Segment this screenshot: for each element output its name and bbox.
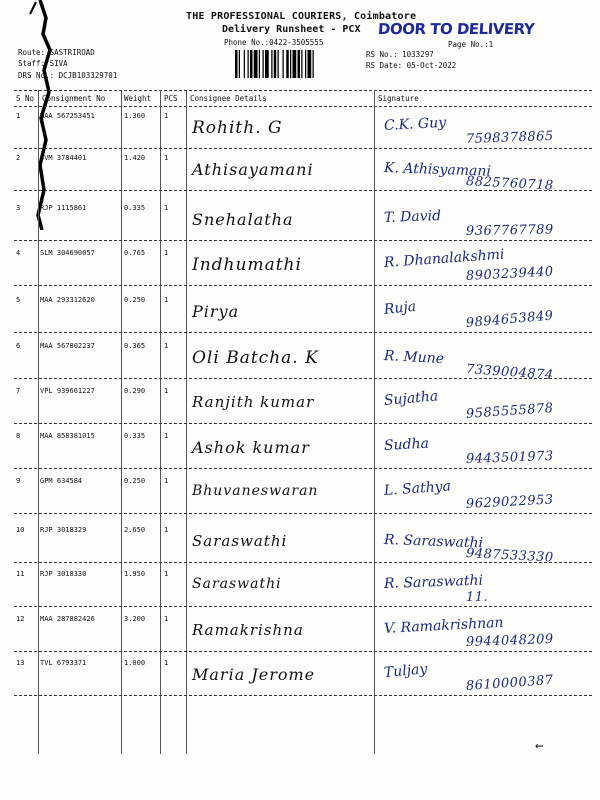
row-separator (14, 240, 592, 241)
row-consignment-no: RJP 3018329 (40, 526, 87, 534)
company-name: THE PROFESSIONAL COURIERS, Coimbatore (186, 11, 417, 22)
row-consignee-name: Bhuvaneswaran (192, 483, 319, 499)
row-signature: R. Saraswathi (383, 532, 484, 552)
row-pcs: 1 (164, 432, 169, 440)
row-receiver-phone: 9894653849 (465, 308, 555, 331)
rs-number: RS No.: 1033297 (366, 50, 434, 59)
row-consignment-no: MAA 567802237 (40, 342, 95, 350)
row-receiver-phone: 8610000387 (465, 672, 555, 694)
row-consignment-no: MAA 287882426 (40, 615, 95, 623)
runsheet-title: Delivery Runsheet - PCX (222, 24, 361, 35)
row-pcs: 1 (164, 526, 169, 534)
col-consignee-header: Consignee Details (190, 94, 267, 103)
row-receiver-phone: 8825760718 (465, 174, 554, 194)
col-weight-header: Weight (124, 94, 152, 103)
row-sno: 6 (16, 342, 21, 350)
row-sno: 11 (16, 570, 25, 578)
row-sno: 1 (16, 112, 21, 120)
header-bottom-rule (14, 106, 592, 107)
row-consignee-name: Indhumathi (192, 255, 302, 275)
rs-date: RS Date: 05-Oct-2022 (366, 61, 457, 70)
row-weight: 1.420 (124, 154, 146, 162)
row-consignee-name: Saraswathi (192, 576, 282, 592)
row-pcs: 1 (164, 659, 169, 667)
delivery-stamp: DOOR TO DELIVERY (377, 20, 535, 38)
row-separator (14, 651, 592, 652)
row-signature: T. David (383, 208, 442, 226)
row-separator (14, 190, 592, 191)
staff-label: Staff: SIVA (18, 59, 68, 68)
row-weight: 2.650 (124, 526, 146, 534)
row-separator (14, 423, 592, 424)
row-separator (14, 513, 592, 514)
row-signature: Tuljay (383, 661, 428, 681)
barcode (235, 50, 355, 78)
row-sno: 8 (16, 432, 21, 440)
row-sno: 2 (16, 154, 21, 162)
row-separator (14, 695, 592, 696)
row-weight: 0.250 (124, 296, 146, 304)
row-consignee-name: Rohith. G (192, 118, 283, 138)
row-receiver-phone: 8903239440 (465, 264, 554, 284)
row-receiver-phone: 9629022953 (465, 492, 554, 512)
col-sno-header: S No (16, 94, 35, 103)
row-receiver-phone: 9487533330 (465, 546, 554, 566)
row-consignee-name: Oli Batcha. K (192, 348, 319, 368)
row-separator (14, 468, 592, 469)
row-sno: 3 (16, 204, 21, 212)
row-pcs: 1 (164, 570, 169, 578)
route-label: Route: SASTRIROAD (18, 48, 95, 57)
tick-mark: ← (535, 738, 544, 754)
row-weight: 0.765 (124, 249, 146, 257)
row-consignee-name: Ramakrishna (192, 621, 304, 639)
row-consignment-no: MAA 567253451 (40, 112, 95, 120)
row-consignment-no: TVL 6793371 (40, 659, 87, 667)
phone-number: Phone No.:0422-3505555 (224, 38, 324, 47)
row-receiver-phone: 7598378865 (465, 128, 554, 147)
row-signature: K. Athisyamani (383, 160, 492, 180)
row-weight: 1.950 (124, 570, 146, 578)
row-separator (14, 148, 592, 149)
row-signature: Ruja (383, 298, 417, 318)
row-receiver-phone: 9585555878 (465, 400, 555, 422)
row-signature: L. Sathya (383, 478, 452, 499)
row-weight: 0.365 (124, 342, 146, 350)
row-pcs: 1 (164, 249, 169, 257)
row-sno: 10 (16, 526, 25, 534)
col-pcs-header: PCS (164, 94, 178, 103)
header-top-rule (14, 90, 592, 91)
row-weight: 1.360 (124, 112, 146, 120)
row-weight: 3.200 (124, 615, 146, 623)
row-receiver-phone: 11. (465, 589, 489, 605)
col-consignment-header: Consignment No (42, 94, 106, 103)
row-consignee-name: Pirya (192, 302, 240, 321)
row-signature: C.K. Guy (383, 114, 447, 134)
row-sno: 7 (16, 387, 21, 395)
row-consignment-no: GPM 634584 (40, 477, 83, 485)
row-separator (14, 285, 592, 286)
row-pcs: 1 (164, 204, 169, 212)
row-consignment-no: RJP 3018330 (40, 570, 87, 578)
row-consignment-no: VPL 939661227 (40, 387, 95, 395)
drs-number: DRS No.: DCJB103329701 (18, 71, 118, 80)
row-signature: Sudha (383, 435, 430, 454)
row-consignment-no: SLM 304690057 (40, 249, 95, 257)
row-signature: R. Saraswathi (383, 572, 484, 592)
row-consignee-name: Athisayamani (192, 160, 314, 179)
row-pcs: 1 (164, 296, 169, 304)
row-separator (14, 606, 592, 607)
row-pcs: 1 (164, 342, 169, 350)
row-signature: R. Dhanalakshmi (383, 246, 505, 271)
row-sno: 4 (16, 249, 21, 257)
row-consignee-name: Snehalatha (192, 210, 294, 229)
col-signature-header: Signature (378, 94, 419, 103)
row-signature: V. Ramakrishnan (383, 614, 504, 637)
row-separator (14, 562, 592, 563)
row-consignment-no: MAA 293312620 (40, 296, 95, 304)
row-weight: 0.290 (124, 387, 146, 395)
row-consignment-no: SVM 3784401 (40, 154, 87, 162)
row-consignee-name: Ashok kumar (192, 438, 310, 457)
row-consignee-name: Maria Jerome (192, 665, 316, 684)
row-sno: 13 (16, 659, 25, 667)
row-pcs: 1 (164, 154, 169, 162)
row-consignment-no: RJP 1115861 (40, 204, 87, 212)
row-signature: R. Mune (383, 348, 445, 368)
row-consignment-no: MAA 858381015 (40, 432, 95, 440)
row-weight: 0.250 (124, 477, 146, 485)
row-weight: 1.000 (124, 659, 146, 667)
row-receiver-phone: 9367767789 (465, 222, 554, 239)
row-separator (14, 378, 592, 379)
row-sno: 9 (16, 477, 21, 485)
page-number: Page No.:1 (448, 40, 494, 49)
row-pcs: 1 (164, 387, 169, 395)
row-receiver-phone: 9944048209 (465, 631, 554, 650)
row-signature: Sujatha (383, 388, 439, 409)
row-weight: 0.335 (124, 204, 146, 212)
row-weight: 0.335 (124, 432, 146, 440)
row-sno: 12 (16, 615, 25, 623)
row-pcs: 1 (164, 477, 169, 485)
row-sno: 5 (16, 296, 21, 304)
row-receiver-phone: 9443501973 (465, 448, 554, 467)
row-pcs: 1 (164, 615, 169, 623)
row-pcs: 1 (164, 112, 169, 120)
row-separator (14, 332, 592, 333)
row-receiver-phone: 7339004874 (465, 362, 555, 384)
row-consignee-name: Saraswathi (192, 532, 288, 550)
row-consignee-name: Ranjith kumar (192, 393, 315, 411)
